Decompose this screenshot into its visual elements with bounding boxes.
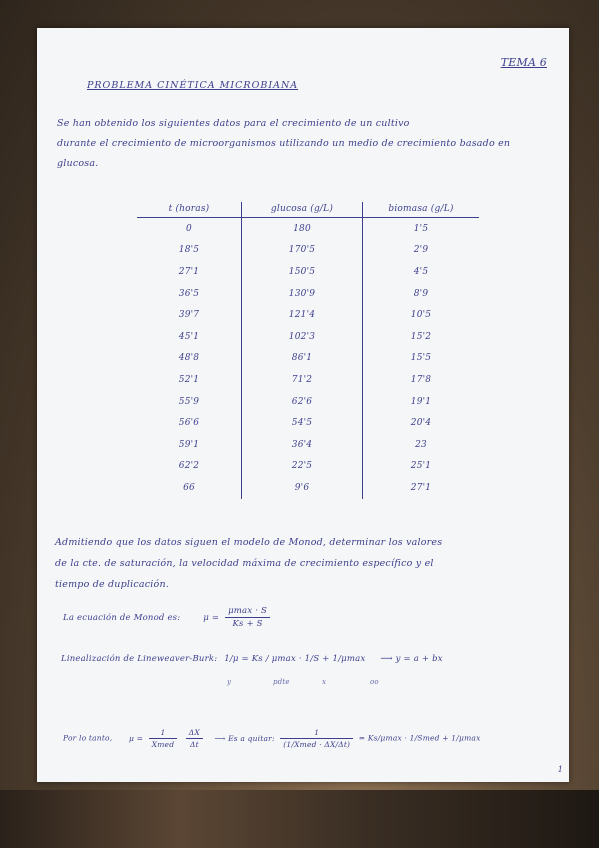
rate-final-fraction xyxy=(280,728,353,749)
rate-lead: Por lo tanto, xyxy=(63,733,113,743)
cell-biomass: 15'5 xyxy=(410,353,432,364)
lineweaver-under-x: x xyxy=(322,678,327,686)
topic-label: TEMA 6 xyxy=(500,56,547,69)
table-row xyxy=(137,434,479,456)
lineweaver-lhs: 1/μ = xyxy=(224,654,249,664)
data-table xyxy=(137,202,479,499)
cell-biomass: 20'4 xyxy=(410,418,432,429)
rate-equation xyxy=(63,728,481,749)
cell-glucose: 36'4 xyxy=(242,434,363,456)
col-header-glucose: glucosa (g/L) xyxy=(242,202,363,218)
body-line: Admitiendo que los datos siguen el modelo de Monod, determinar los valores xyxy=(55,537,443,548)
table-row xyxy=(137,391,479,413)
cell-biomass: 4'5 xyxy=(413,266,429,277)
cell-biomass: 17'8 xyxy=(410,374,432,385)
cell-biomass: 27'1 xyxy=(410,482,432,493)
table-row xyxy=(137,412,479,434)
col-header-time: t (horas) xyxy=(137,202,242,218)
lineweaver-result: ⟶ y = a + bx xyxy=(380,654,443,664)
lineweaver-lead: Linealización de Lineweaver-Burk: xyxy=(61,654,218,664)
rate-fraction-2 xyxy=(186,728,203,749)
cell-biomass: 19'1 xyxy=(410,396,432,407)
table-row xyxy=(137,283,479,305)
cell-glucose: 86'1 xyxy=(242,348,363,370)
cell-biomass: 10'5 xyxy=(410,310,432,321)
problem-title: PROBLEMA CINÉTICA MICROBIANA xyxy=(87,80,299,91)
page-mark: 1 xyxy=(557,765,563,774)
cell-time: 48'8 xyxy=(178,353,200,364)
rate-frac2-num: ΔX xyxy=(186,728,203,739)
cell-time: 62'2 xyxy=(178,461,200,472)
cell-biomass: 2'9 xyxy=(413,245,429,256)
lineweaver-ks-mumax: Ks / μmax xyxy=(251,654,296,664)
monod-fraction xyxy=(225,606,270,629)
table-row xyxy=(137,304,479,326)
lineweaver-one-over-s: 1/S xyxy=(304,654,320,664)
cell-time: 27'1 xyxy=(178,266,200,277)
cell-time: 55'9 xyxy=(178,396,200,407)
monod-numerator: μmax · S xyxy=(225,606,270,618)
cell-glucose: 170'5 xyxy=(242,240,363,262)
rate-rhs: = Ks/μmax · 1/Smed + 1/μmax xyxy=(358,733,481,743)
rate-frac2-den: Δt xyxy=(189,740,199,749)
rate-lhs: μ = xyxy=(128,733,144,743)
cell-time: 56'6 xyxy=(178,418,200,429)
bottom-shadow xyxy=(0,790,599,848)
rate-final-num: 1 xyxy=(280,728,353,739)
rate-final-den: (1/Xmed · ΔX/Δt) xyxy=(283,740,351,749)
body-line: tiempo de duplicación. xyxy=(55,579,169,590)
cell-time: 39'7 xyxy=(178,310,200,321)
cell-glucose: 121'4 xyxy=(242,304,363,326)
rate-frac1-den: Xmed xyxy=(151,740,175,749)
cell-time: 45'1 xyxy=(178,331,200,342)
table-row xyxy=(137,369,479,391)
cell-time: 52'1 xyxy=(178,374,200,385)
cell-time: 36'5 xyxy=(178,288,200,299)
cell-biomass: 8'9 xyxy=(413,288,429,299)
cell-glucose: 130'9 xyxy=(242,283,363,305)
monod-lhs: μ = xyxy=(203,613,220,623)
table-row xyxy=(137,477,479,499)
cell-glucose: 9'6 xyxy=(242,477,363,499)
lineweaver-under-b: pdte xyxy=(273,678,290,686)
cell-glucose: 102'3 xyxy=(242,326,363,348)
cell-time: 18'5 xyxy=(178,245,200,256)
cell-biomass: 23 xyxy=(415,439,427,450)
table-row xyxy=(137,326,479,348)
intro-line: glucosa. xyxy=(57,158,99,169)
lineweaver-equation: Linealización de Lineweaver-Burk: 1/μ = Ks / μmax · 1/S + 1/μmax ⟶ y = a + bx xyxy=(61,654,443,664)
intro-line: durante el crecimiento de microorganismos utilizando un medio de crecimiento basado en xyxy=(57,138,511,149)
table-row xyxy=(137,261,479,283)
cell-biomass: 1'5 xyxy=(413,223,429,234)
lineweaver-under-y: y xyxy=(227,678,232,686)
rate-fraction-1 xyxy=(149,728,178,749)
table-row xyxy=(137,456,479,478)
body-line: de la cte. de saturación, la velocidad máxima de crecimiento específico y el xyxy=(55,558,434,569)
cell-glucose: 180 xyxy=(242,218,363,240)
cell-glucose: 54'5 xyxy=(242,412,363,434)
rate-result: ⟶ Es a quitar: xyxy=(214,733,275,743)
monod-equation xyxy=(63,606,273,629)
cell-glucose: 150'5 xyxy=(242,261,363,283)
monod-denominator: Ks + S xyxy=(232,619,263,629)
cell-time: 0 xyxy=(186,223,192,234)
table-header-row xyxy=(137,202,479,218)
table-row xyxy=(137,218,479,240)
cell-glucose: 71'2 xyxy=(242,369,363,391)
paper-sheet xyxy=(37,28,569,782)
table-row xyxy=(137,348,479,370)
intro-line: Se han obtenido los siguientes datos para el crecimiento de un cultivo xyxy=(57,118,410,129)
cell-time: 59'1 xyxy=(178,439,200,450)
cell-glucose: 62'6 xyxy=(242,391,363,413)
rate-frac1-num: 1 xyxy=(149,728,178,739)
monod-lead: La ecuación de Monod es: xyxy=(63,613,181,623)
cell-biomass: 25'1 xyxy=(410,461,432,472)
lineweaver-one-over-mumax: 1/μmax xyxy=(332,654,366,664)
table-row xyxy=(137,240,479,262)
cell-biomass: 15'2 xyxy=(410,331,432,342)
cell-time: 66 xyxy=(183,482,195,493)
col-header-biomass: biomasa (g/L) xyxy=(363,202,480,218)
lineweaver-under-a: oo xyxy=(370,678,379,686)
cell-glucose: 22'5 xyxy=(242,456,363,478)
